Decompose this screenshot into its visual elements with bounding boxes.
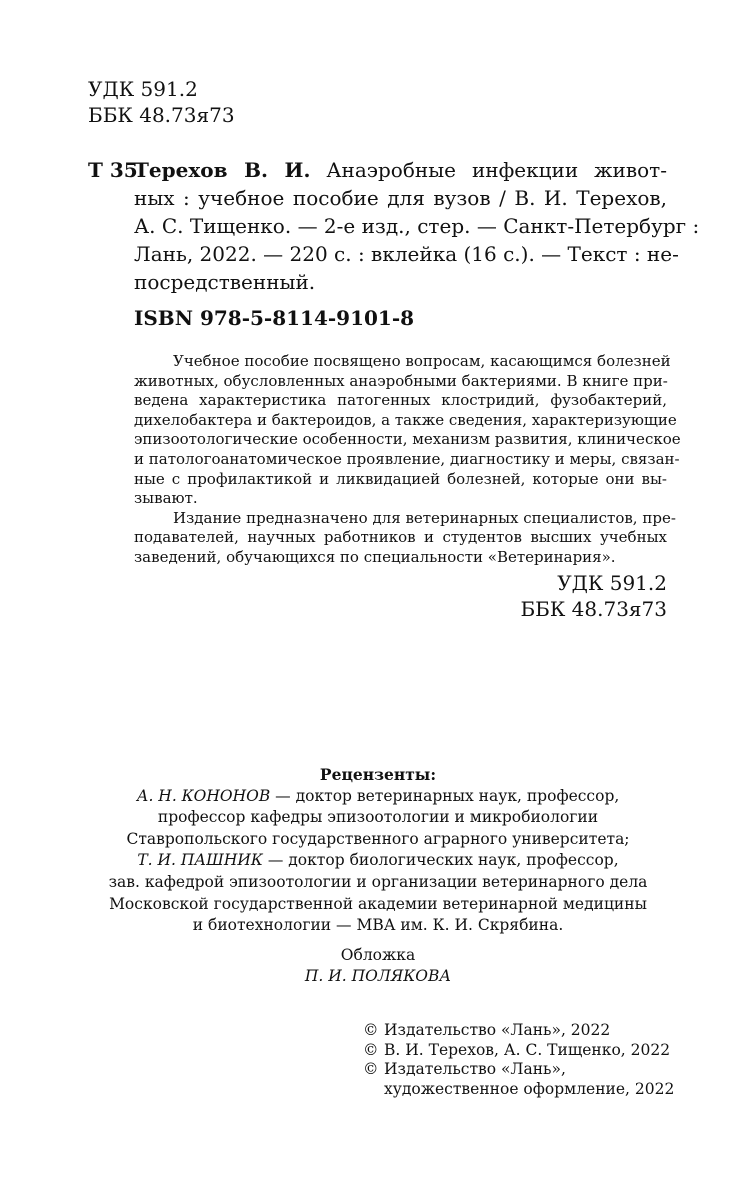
annotation-line: эпизоотологические особенности, механизм развития, клиническое bbox=[134, 430, 681, 449]
udk-bottom: УДК 591.2 bbox=[557, 571, 667, 595]
copyright-text-3: Издательство «Лань», bbox=[384, 1060, 566, 1078]
annotation-line: ведена характеристика патогенных клостридий, фузобактерий, bbox=[134, 391, 667, 410]
reviewer-1-line-1 bbox=[0, 786, 756, 808]
reviewer-2-credentials: — доктор биологических наук, профессор, bbox=[262, 851, 619, 870]
copyright-text-1: Издательство «Лань», 2022 bbox=[384, 1021, 611, 1039]
bbk-top: ББК 48.73я73 bbox=[88, 103, 235, 127]
annotation-line: заведений, обучающихся по специальности «Ветеринария». bbox=[134, 548, 616, 566]
biblio-line-4: Лань, 2022. — 220 с. : вклейка (16 с.). — Текст : не- bbox=[134, 242, 679, 266]
reviewer-2-line-2: зав. кафедрой эпизоотологии и организации ветеринарного дела bbox=[108, 873, 648, 891]
copyright-icon: © bbox=[363, 1021, 379, 1039]
reviewer-1-line-3: Ставропольского государственного аграрного университета; bbox=[126, 829, 630, 848]
bbk-bottom: ББК 48.73я73 bbox=[520, 597, 667, 621]
biblio-author: Терехов В. И. bbox=[134, 158, 311, 182]
annotation-line: Учебное пособие посвящено вопросам, касающимся болезней bbox=[173, 352, 671, 370]
author-mark: Т 35 bbox=[88, 158, 138, 182]
copyright-icon: © bbox=[363, 1060, 379, 1078]
biblio-line-5: посредственный. bbox=[134, 270, 316, 294]
reviewer-1-line-2: профессор кафедры эпизоотологии и микробиологии bbox=[157, 808, 599, 827]
reviewer-2-name: Т. И. ПАШНИК bbox=[137, 851, 263, 870]
annotation-line: дихелобактера и бактероидов, а также сведения, характеризующие bbox=[134, 410, 677, 429]
annotation-line: животных, обусловленных анаэробными бактериями. В книге при- bbox=[134, 371, 668, 390]
copyright-icon: © bbox=[363, 1040, 379, 1059]
biblio-line-1 bbox=[134, 156, 667, 184]
reviewer-2-line-1 bbox=[0, 850, 756, 872]
udk-top: УДК 591.2 bbox=[88, 77, 198, 101]
biblio-title-start: Анаэробные инфекции живот- bbox=[326, 158, 667, 182]
reviewer-1-credentials: — доктор ветеринарных наук, профессор, bbox=[270, 786, 620, 805]
copyright-line-4: художественное оформление, 2022 bbox=[384, 1079, 675, 1098]
biblio-line-3: А. С. Тищенко. — 2-е изд., стер. — Санкт-Петербург : bbox=[134, 214, 700, 238]
biblio-line-2: ных : учебное пособие для вузов / В. И. Терехов, bbox=[134, 186, 667, 210]
annotation-line: подавателей, научных работников и студентов высших учебных bbox=[134, 528, 667, 547]
annotation-line: Издание предназначено для ветеринарных специалистов, пре- bbox=[173, 508, 676, 527]
reviewer-2-line-3: Московской государственной академии ветеринарной медицины bbox=[109, 894, 647, 913]
copyright-line-1 bbox=[363, 1021, 610, 1041]
copyright-text-2: В. И. Терехов, А. С. Тищенко, 2022 bbox=[384, 1040, 671, 1059]
isbn: ISBN 978-5-8114-9101-8 bbox=[134, 306, 415, 330]
reviewers-title: Рецензенты: bbox=[319, 765, 437, 784]
reviewer-2-line-4: и биотехнологии — МВА им. К. И. Скрябина. bbox=[192, 916, 564, 935]
annotation-line: зывают. bbox=[134, 489, 198, 508]
cover-artist: П. И. ПОЛЯКОВА bbox=[304, 967, 452, 985]
copyright-line-3 bbox=[363, 1060, 566, 1080]
copyright-line-2 bbox=[363, 1041, 670, 1061]
annotation-line: ные с профилактикой и ликвидацией болезней, которые они вы- bbox=[134, 469, 667, 488]
reviewer-1-name: А. Н. КОНОНОВ bbox=[136, 786, 271, 805]
cover-label: Обложка bbox=[340, 946, 416, 964]
annotation-line: и патологоанатомическое проявление, диагностику и меры, связан- bbox=[134, 450, 680, 468]
